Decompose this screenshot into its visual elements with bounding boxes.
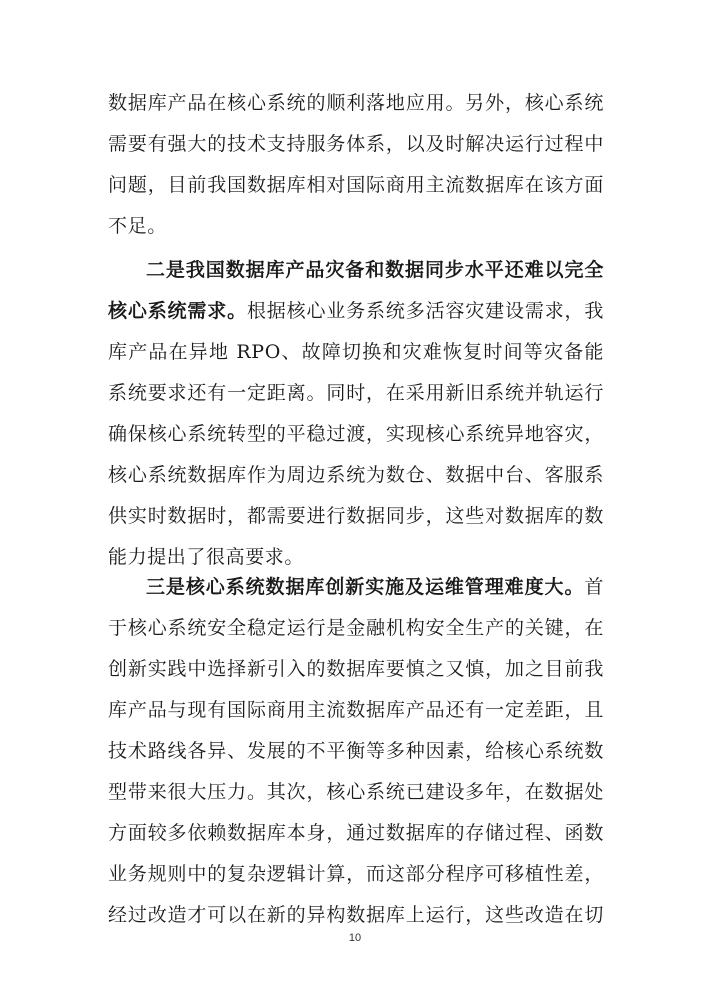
text-line: 问题，目前我国数据库相对国际商用主流数据库在该方面 [108,174,604,196]
text-line: 方面较多依赖数据库本身，通过数据库的存储过程、函数 [108,822,604,844]
text-line: 能力提出了很高要求。 [108,546,305,568]
text-line: 库产品与现有国际商用主流数据库产品还有一定差距，且 [108,699,604,721]
text-line: 确保核心系统转型的平稳过渡，实现核心系统异地容灾， [108,423,604,445]
paragraph-heading: 三是核心系统数据库创新实施及运维管理难度大。 [146,576,585,598]
text-line: 不足。 [108,215,167,237]
text-line [146,568,604,606]
page-number: 10 [348,932,362,944]
text-line: 供实时数据时，都需要进行数据同步，这些对数据库的数 [108,505,604,527]
text-line: 系统要求还有一定距离。同时，在采用新旧系统并轨运行 [108,382,604,404]
text-line: 核心系统数据库作为周边系统为数仓、数据中台、客服系 [108,464,604,486]
text-line: 数据库产品在核心系统的顺利落地应用。另外，核心系统 [108,92,604,114]
text-line: 技术路线各异、发展的不平衡等多种因素，给核心系统数 [108,740,604,762]
text-run: 根据核心业务系统多活容灾建设需求，我 [246,300,604,322]
paragraph-heading-tail: 核心系统需求。 [108,300,247,322]
text-line: 型带来很大压力。其次，核心系统已建设多年，在数据处 [108,781,604,803]
text-line [108,292,604,330]
text-line: 库产品在异地 RPO、故障切换和灾难恢复时间等灾备能 [108,341,604,363]
text-line: 经过改造才可以在新的异构数据库上运行，这些改造在切 [108,904,604,926]
text-run: 首 [584,576,604,598]
text-line: 需要有强大的技术支持服务体系，以及时解决运行过程中 [108,133,604,155]
text-line: 于核心系统安全稳定运行是金融机构安全生产的关键，在 [108,617,604,639]
text-line: 创新实践中选择新引入的数据库要慎之又慎，加之目前我 [108,658,604,680]
paragraph-heading: 二是我国数据库产品灾备和数据同步水平还难以完全 [146,259,604,281]
text-line: 业务规则中的复杂逻辑计算，而这部分程序可移植性差， [108,863,604,885]
